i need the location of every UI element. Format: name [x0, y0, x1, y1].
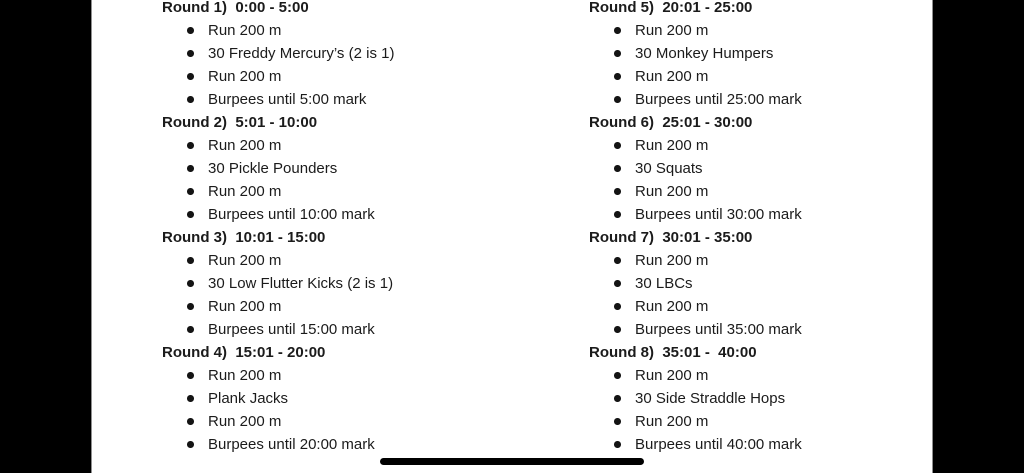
exercise-item: Burpees until 25:00 mark: [589, 88, 802, 111]
round-block: [589, 341, 802, 456]
round-title: Round 6) 25:01 - 30:00: [589, 114, 753, 131]
round-block: [162, 0, 394, 111]
round-title: Round 5) 20:01 - 25:00: [589, 0, 753, 16]
exercise-item: 30 Freddy Mercury’s (2 is 1): [162, 42, 394, 65]
round-title: Round 8) 35:01 - 40:00: [589, 344, 757, 361]
round-block: [162, 111, 394, 226]
exercise-item: Run 200 m: [162, 134, 394, 157]
document-column-right: [589, 0, 802, 456]
document-column-left: [162, 0, 394, 456]
round-block: [589, 0, 802, 111]
exercise-item: 30 Low Flutter Kicks (2 is 1): [162, 272, 394, 295]
exercise-item: Run 200 m: [589, 364, 802, 387]
exercise-list: [589, 364, 802, 456]
exercise-item: Run 200 m: [162, 19, 394, 42]
exercise-item: Run 200 m: [162, 65, 394, 88]
exercise-list: [589, 19, 802, 111]
round-title: Round 3) 10:01 - 15:00: [162, 229, 326, 246]
exercise-list: [162, 19, 394, 111]
exercise-item: Run 200 m: [162, 364, 394, 387]
round-title: Round 7) 30:01 - 35:00: [589, 229, 753, 246]
exercise-item: 30 Monkey Humpers: [589, 42, 802, 65]
exercise-item: Run 200 m: [589, 295, 802, 318]
exercise-item: Run 200 m: [589, 134, 802, 157]
home-indicator-bar[interactable]: [380, 458, 644, 465]
exercise-item: 30 Pickle Pounders: [162, 157, 394, 180]
exercise-item: Burpees until 30:00 mark: [589, 203, 802, 226]
round-block: [589, 111, 802, 226]
round-block: [589, 226, 802, 341]
round-title: Round 2) 5:01 - 10:00: [162, 114, 318, 131]
exercise-list: [162, 249, 394, 341]
exercise-item: Run 200 m: [162, 410, 394, 433]
exercise-item: Run 200 m: [589, 249, 802, 272]
exercise-item: 30 Side Straddle Hops: [589, 387, 802, 410]
exercise-item: Burpees until 10:00 mark: [162, 203, 394, 226]
exercise-item: Run 200 m: [589, 410, 802, 433]
exercise-item: Run 200 m: [162, 180, 394, 203]
workout-document: [92, 0, 932, 473]
exercise-item: Burpees until 40:00 mark: [589, 433, 802, 456]
exercise-item: Run 200 m: [162, 249, 394, 272]
exercise-item: Run 200 m: [589, 65, 802, 88]
round-block: [162, 341, 394, 456]
exercise-list: [589, 249, 802, 341]
round-title: Round 4) 15:01 - 20:00: [162, 344, 326, 361]
exercise-list: [589, 134, 802, 226]
exercise-item: 30 Squats: [589, 157, 802, 180]
exercise-list: [162, 134, 394, 226]
exercise-item: Burpees until 5:00 mark: [162, 88, 394, 111]
exercise-list: [162, 364, 394, 456]
exercise-item: Burpees until 15:00 mark: [162, 318, 394, 341]
exercise-item: 30 LBCs: [589, 272, 802, 295]
exercise-item: Run 200 m: [589, 180, 802, 203]
exercise-item: Burpees until 35:00 mark: [589, 318, 802, 341]
exercise-item: Burpees until 20:00 mark: [162, 433, 394, 456]
exercise-item: Plank Jacks: [162, 387, 394, 410]
exercise-item: Run 200 m: [589, 19, 802, 42]
letterbox-right: [932, 0, 1024, 473]
letterbox-left: [0, 0, 92, 473]
exercise-item: Run 200 m: [162, 295, 394, 318]
round-block: [162, 226, 394, 341]
round-title: Round 1) 0:00 - 5:00: [162, 0, 309, 16]
